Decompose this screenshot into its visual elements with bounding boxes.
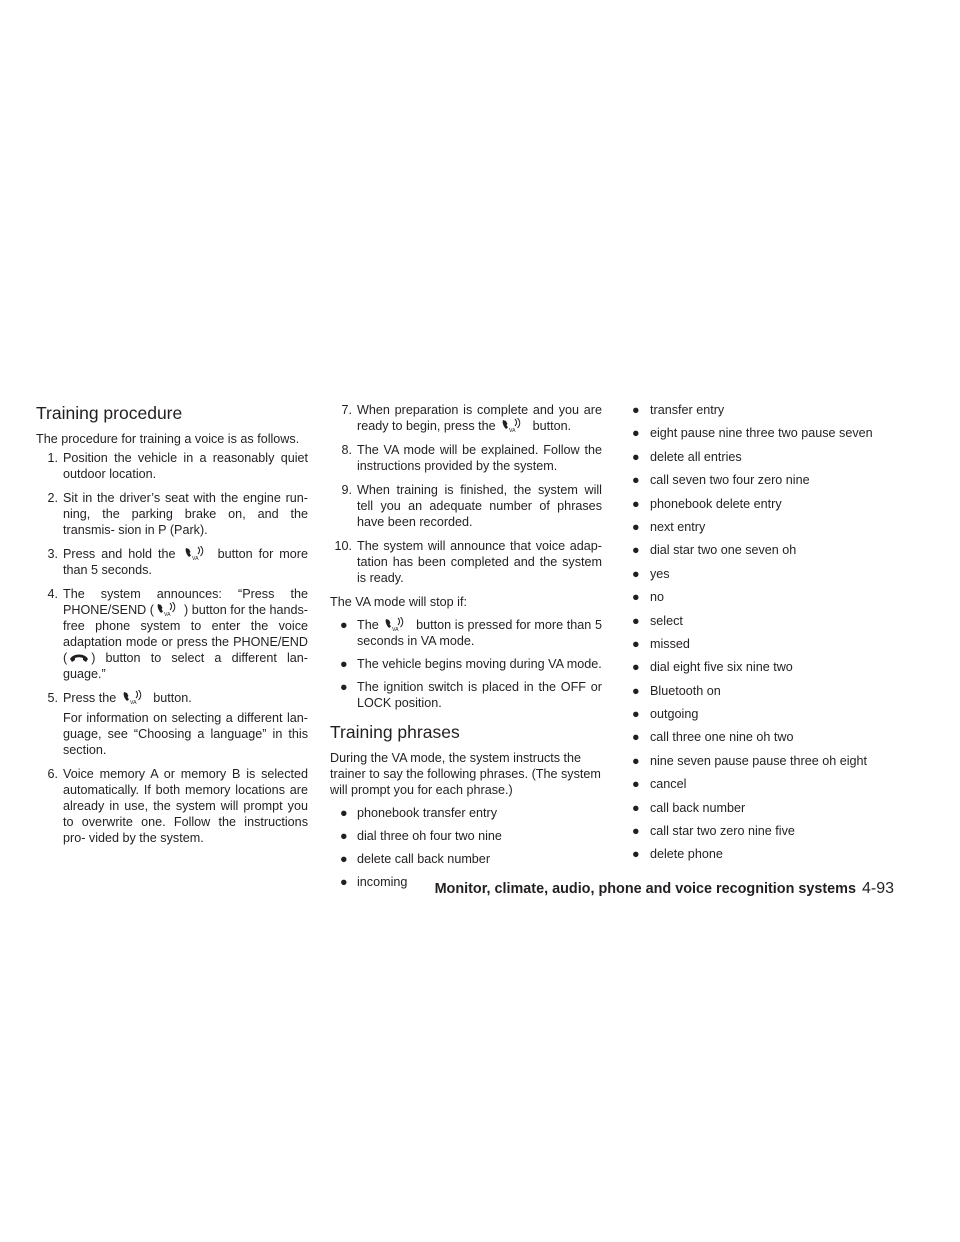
step-text-mid: ) button for the hands-free phone system to enter the voice adaptation mode or press the PHONE/END (: [63, 603, 309, 665]
phrase-item: [632, 846, 904, 862]
phrase-text: nine seven pause pause three oh eight: [650, 753, 868, 768]
step-text: Sit in the driver’s seat with the engine run- ning, the parking brake on, and the transmis- sion in P (Park).: [63, 491, 308, 537]
phrase-text: incoming: [357, 875, 408, 889]
step-8: [330, 442, 602, 474]
bullet-icon: ●: [632, 800, 640, 815]
phrase-item: [632, 800, 904, 816]
step-text-pre: When preparation is complete and you are ready to begin, press the: [357, 403, 602, 433]
stop-conditions-intro: The VA mode will stop if:: [330, 595, 467, 609]
phone-end-icon: [69, 652, 89, 664]
step-10: [330, 538, 602, 586]
section-heading-training-phrases: Training phrases: [330, 722, 460, 742]
step-9: [330, 482, 602, 530]
bullet-icon: ●: [632, 473, 640, 488]
step-text: Position the vehicle in a reasonably quiet outdoor location.: [63, 451, 308, 481]
bullet-icon: ●: [340, 875, 348, 889]
bullet-icon: ●: [340, 829, 348, 843]
step-text-post: ) button to select a different lan- guage.”: [63, 651, 308, 681]
phrase-item: [632, 566, 904, 582]
condition-text: The vehicle begins moving during VA mode.: [357, 657, 602, 671]
step-1: [36, 450, 308, 482]
step-text-post: button.: [532, 419, 572, 433]
step-number: 6.: [47, 767, 58, 781]
phrase-text: Bluetooth on: [650, 683, 721, 698]
phrase-item: [632, 496, 904, 512]
condition-text: The ignition switch is placed in the OFF or LOCK position.: [357, 680, 602, 710]
bullet-icon: ●: [340, 852, 348, 866]
step-5: [36, 690, 308, 758]
phrase-item: [632, 729, 904, 745]
phrase-text: next entry: [650, 519, 706, 534]
phrase-list-col2: [330, 805, 602, 890]
step-number: 10.: [334, 539, 352, 553]
bullet-icon: ●: [632, 519, 640, 534]
bullet-icon: ●: [632, 683, 640, 698]
bullet-icon: ●: [632, 824, 640, 839]
phrase-item: [632, 542, 904, 558]
stop-condition: [330, 617, 602, 649]
bullet-icon: ●: [632, 543, 640, 558]
step-number: 5.: [47, 691, 58, 705]
step-text: Voice memory A or memory B is selected automatically. If both memory locations are already in use, the system will prompt you to overwrite one. Follow the instructions pro- vided by the system.: [63, 767, 308, 845]
phrase-text: phonebook transfer entry: [357, 806, 498, 820]
step-3: [36, 546, 308, 578]
step-text-pre: Press the: [63, 691, 117, 705]
bullet-icon: ●: [632, 753, 640, 768]
phone-send-voice-icon: [384, 617, 406, 633]
bullet-icon: ●: [340, 806, 348, 820]
phrase-text: delete all entries: [650, 449, 742, 464]
column-2: [330, 402, 602, 897]
step-5-note: For information on selecting a different lan- guage, see “Choosing a language” in this section.: [63, 711, 308, 757]
step-6: [36, 766, 308, 846]
bullet-icon: ●: [340, 618, 348, 632]
step-7: [330, 402, 602, 434]
step-number: 3.: [47, 547, 58, 561]
bullet-icon: ●: [632, 636, 640, 651]
phrase-text: call seven two four zero nine: [650, 473, 810, 488]
training-phrases-intro: During the VA mode, the system instructs the trainer to say the following phrases. (The system will prompt you for each phrase.): [330, 751, 601, 797]
phrase-list-col3: [632, 402, 904, 862]
phone-send-voice-icon: [184, 546, 206, 562]
step-text: The system will announce that voice adap- tation has been completed and the system is ready.: [357, 539, 602, 585]
bullet-icon: ●: [632, 707, 640, 722]
condition-text-post: button is pressed for more than 5 seconds in VA mode.: [357, 618, 603, 648]
phrase-item: [632, 519, 904, 535]
bullet-icon: ●: [632, 449, 640, 464]
step-4: [36, 586, 308, 682]
section-heading-training-procedure: Training procedure: [36, 403, 183, 423]
phrase-text: no: [650, 590, 665, 605]
phrase-item: [632, 589, 904, 605]
phrase-text: yes: [650, 566, 670, 581]
phrase-text: call back number: [650, 800, 746, 815]
phrase-item: [330, 828, 602, 844]
bullet-icon: ●: [632, 566, 640, 581]
step-2: [36, 490, 308, 538]
stop-condition: [330, 656, 602, 672]
step-number: 4.: [47, 587, 58, 601]
condition-text-pre: The: [357, 618, 379, 632]
phrase-text: phonebook delete entry: [650, 496, 782, 511]
footer-section-title: Monitor, climate, audio, phone and voice recognition systems: [434, 881, 856, 897]
phrase-text: select: [650, 613, 683, 628]
column-3: [632, 402, 904, 870]
bullet-icon: ●: [632, 426, 640, 441]
phrase-text: cancel: [650, 777, 687, 792]
step-text: When training is finished, the system will tell you an adequate number of phrases have been recorded.: [357, 483, 602, 529]
step-number: 1.: [47, 451, 58, 465]
bullet-icon: ●: [632, 847, 640, 862]
phone-send-voice-icon: [156, 602, 178, 618]
phrase-item: [632, 613, 904, 629]
phrase-item: [632, 753, 904, 769]
phrase-text: dial star two one seven oh: [650, 543, 797, 558]
bullet-icon: ●: [340, 680, 348, 694]
bullet-icon: ●: [632, 590, 640, 605]
phrase-item: [632, 776, 904, 792]
phrase-text: missed: [650, 636, 690, 651]
bullet-icon: ●: [632, 730, 640, 745]
phrase-item: [632, 706, 904, 722]
step-text-post: button.: [153, 691, 192, 705]
step-text: The VA mode will be explained. Follow the instructions provided by the system.: [357, 443, 602, 473]
bullet-icon: ●: [632, 777, 640, 792]
phrase-item: [632, 659, 904, 675]
phrase-item: [330, 805, 602, 821]
phrase-text: delete phone: [650, 847, 723, 862]
stop-condition: [330, 679, 602, 711]
phrase-text: dial eight five six nine two: [650, 660, 793, 675]
step-text-post: button for more than 5 seconds.: [63, 547, 308, 577]
step-number: 9.: [341, 483, 352, 497]
bullet-icon: ●: [340, 657, 348, 671]
phrase-text: call three one nine oh two: [650, 730, 794, 745]
phrase-item: [330, 851, 602, 867]
training-procedure-intro: The procedure for training a voice is as follows.: [36, 432, 300, 446]
phrase-item: [632, 683, 904, 699]
step-number: 2.: [47, 491, 58, 505]
phone-send-voice-icon: [122, 690, 144, 706]
phone-send-voice-icon: [501, 418, 523, 434]
page-footer: [400, 879, 894, 899]
phrase-text: dial three oh four two nine: [357, 829, 502, 843]
phrase-item: [632, 472, 904, 488]
phrase-text: outgoing: [650, 707, 699, 722]
phrase-text: delete call back number: [357, 852, 491, 866]
phrase-item: [632, 636, 904, 652]
step-number: 7.: [341, 403, 352, 417]
bullet-icon: ●: [632, 660, 640, 675]
phrase-text: transfer entry: [650, 403, 725, 417]
phrase-item: [632, 425, 904, 441]
bullet-icon: ●: [632, 403, 640, 417]
phrase-text: eight pause nine three two pause seven: [650, 426, 873, 441]
phrase-item: [632, 449, 904, 465]
step-text-pre: Press and hold the: [63, 547, 176, 561]
phrase-item: [632, 402, 904, 418]
bullet-icon: ●: [632, 496, 640, 511]
page-number: 4-93: [861, 880, 894, 897]
phrase-item: [632, 823, 904, 839]
step-text-pre: The system announces: “Press the PHONE/SEND (: [63, 587, 308, 617]
phrase-text: call star two zero nine five: [650, 824, 795, 839]
column-1: [36, 402, 308, 854]
bullet-icon: ●: [632, 613, 640, 628]
step-number: 8.: [341, 443, 352, 457]
